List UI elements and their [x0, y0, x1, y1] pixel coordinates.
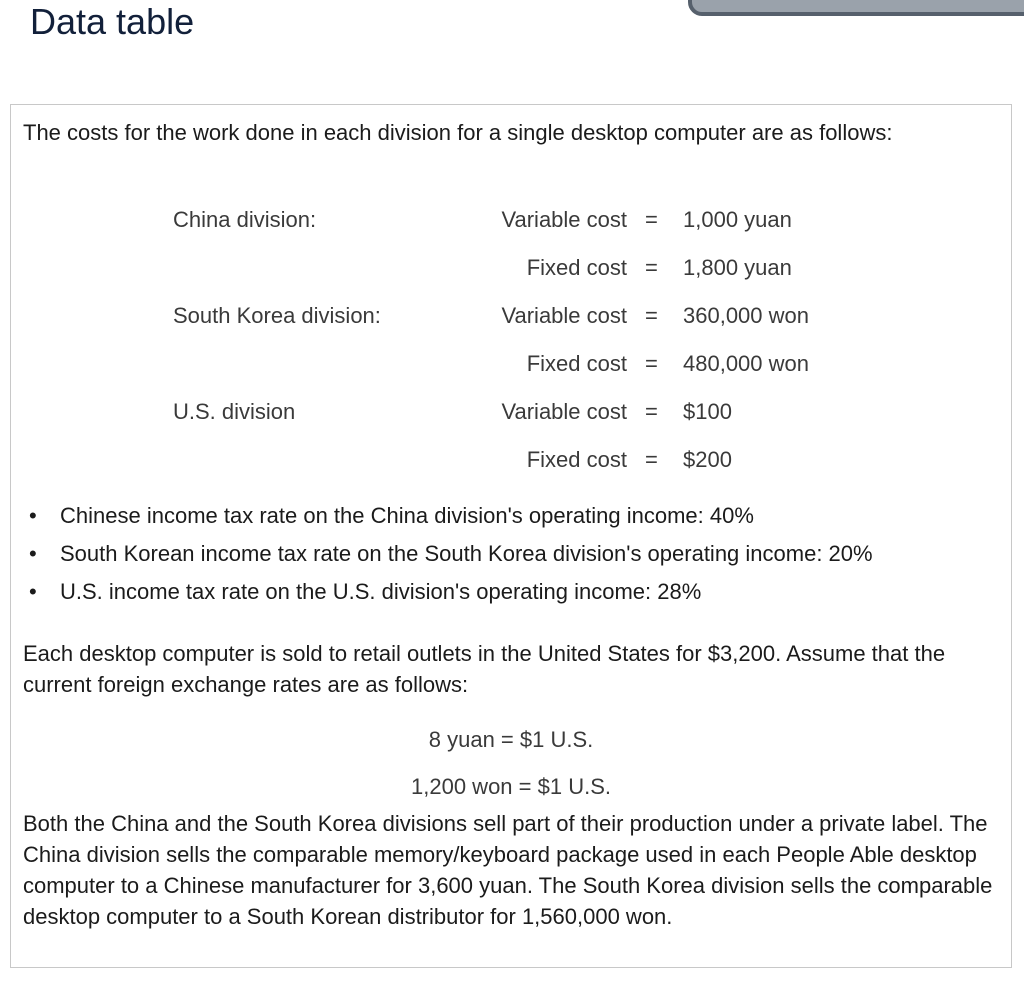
cost-value: 360,000 won	[683, 303, 809, 328]
cost-value: $100	[683, 399, 732, 424]
cost-type: Fixed cost	[526, 447, 627, 472]
cost-type: Variable cost	[501, 207, 627, 232]
cost-row	[11, 253, 1011, 283]
intro-text: The costs for the work done in each division for a single desktop computer are as follows:	[23, 120, 893, 145]
list-item: • Chinese income tax rate on the China division's operating income: 40%	[23, 497, 873, 535]
cost-row	[11, 397, 1011, 427]
selling-price-text: Each desktop computer is sold to retail outlets in the United States for $3,200. Assume that the current foreign exchange rates are as follows:	[23, 641, 946, 697]
exchange-rate-yuan: 8 yuan = $1 U.S.	[428, 727, 594, 752]
equals-sign: =	[645, 399, 658, 424]
page-title: Data table	[30, 1, 195, 42]
division-name: South Korea division:	[173, 303, 381, 328]
division-name: U.S. division	[173, 399, 296, 424]
equals-sign: =	[645, 255, 658, 280]
equals-sign: =	[645, 447, 658, 472]
cost-type: Variable cost	[501, 399, 627, 424]
division-name: China division:	[173, 207, 317, 232]
cost-value: 1,000 yuan	[683, 207, 792, 232]
private-label-text: Both the China and the South Korea divisions sell part of their production under a private label. The China division sells the comparable memory/keyboard package used in each People Able desktop computer to a Chinese manufacturer for 3,600 yuan. The South Korea division sells the comparable desktop computer to a South Korean distributor for 1,560,000 won.	[23, 811, 993, 929]
cost-value: 1,800 yuan	[683, 255, 792, 280]
list-item: • U.S. income tax rate on the U.S. division's operating income: 28%	[23, 573, 873, 611]
cost-type: Fixed cost	[526, 351, 627, 376]
equals-sign: =	[645, 351, 658, 376]
window-frame-edge	[688, 0, 1024, 16]
exchange-rate-won: 1,200 won = $1 U.S.	[411, 774, 611, 799]
cost-type: Fixed cost	[526, 255, 627, 280]
data-table-panel	[10, 104, 1012, 968]
cost-row	[11, 205, 1011, 235]
cost-row	[11, 445, 1011, 475]
cost-type: Variable cost	[501, 303, 627, 328]
cost-row	[11, 301, 1011, 331]
cost-value: $200	[683, 447, 732, 472]
equals-sign: =	[645, 207, 658, 232]
tax-rate-list	[23, 497, 873, 611]
cost-row	[11, 349, 1011, 379]
cost-value: 480,000 won	[683, 351, 809, 376]
equals-sign: =	[645, 303, 658, 328]
list-item: • South Korean income tax rate on the South Korea division's operating income: 20%	[23, 535, 873, 573]
